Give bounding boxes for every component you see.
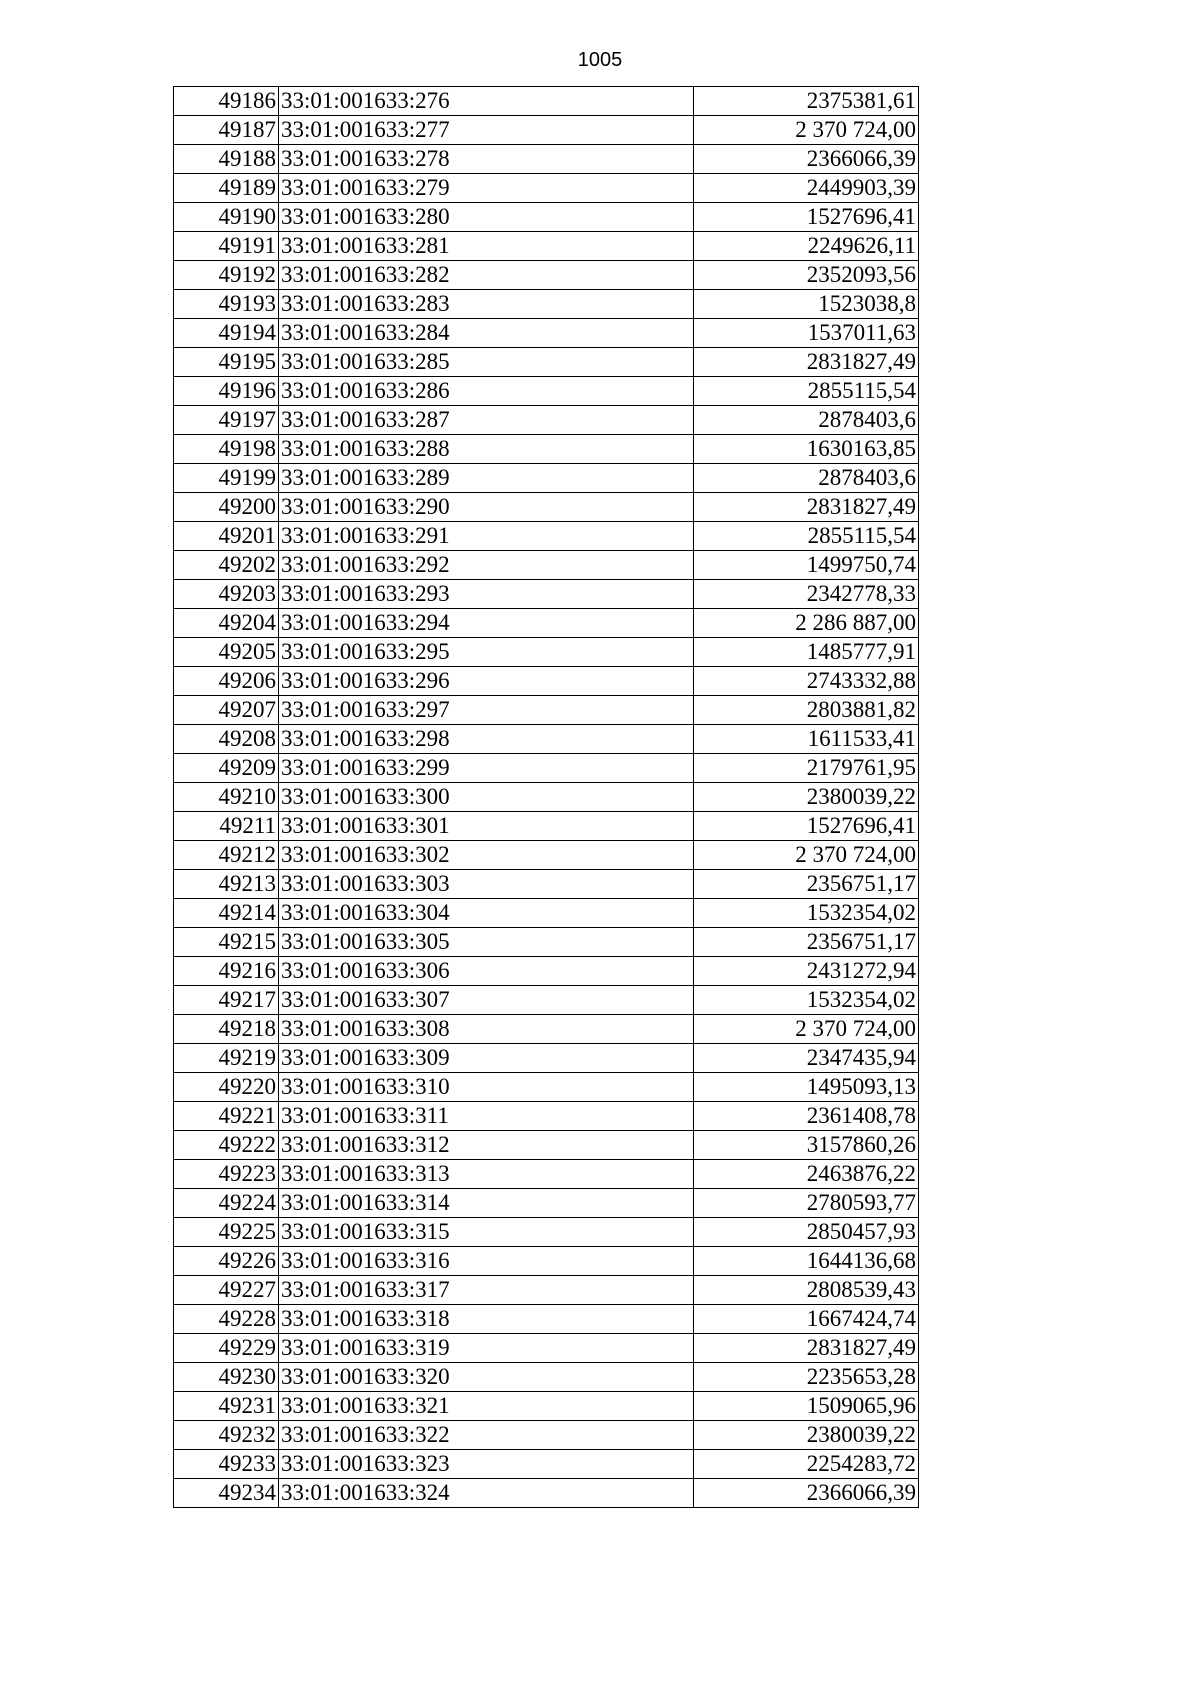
- row-number-cell: 49198: [174, 435, 279, 464]
- row-number-cell: 49208: [174, 725, 279, 754]
- table-row: [174, 261, 919, 290]
- cadastral-value-cell: 1630163,85: [694, 435, 919, 464]
- row-number-cell: 49230: [174, 1363, 279, 1392]
- cadastral-number-cell: 33:01:001633:285: [279, 348, 694, 377]
- table-row: [174, 493, 919, 522]
- cadastral-number-cell: 33:01:001633:286: [279, 377, 694, 406]
- cadastral-value-cell: 1527696,41: [694, 812, 919, 841]
- cadastral-number-cell: 33:01:001633:276: [279, 87, 694, 116]
- table-row: [174, 1044, 919, 1073]
- table-row: [174, 522, 919, 551]
- table-row: [174, 609, 919, 638]
- table-row: [174, 203, 919, 232]
- row-number-cell: 49217: [174, 986, 279, 1015]
- table-row: [174, 1363, 919, 1392]
- table-row: [174, 1218, 919, 1247]
- cadastral-number-cell: 33:01:001633:309: [279, 1044, 694, 1073]
- cadastral-value-cell: 2380039,22: [694, 783, 919, 812]
- row-number-cell: 49228: [174, 1305, 279, 1334]
- cadastral-number-cell: 33:01:001633:295: [279, 638, 694, 667]
- row-number-cell: 49206: [174, 667, 279, 696]
- cadastral-value-cell: 2878403,6: [694, 464, 919, 493]
- cadastral-number-cell: 33:01:001633:305: [279, 928, 694, 957]
- row-number-cell: 49194: [174, 319, 279, 348]
- row-number-cell: 49187: [174, 116, 279, 145]
- row-number-cell: 49227: [174, 1276, 279, 1305]
- table-row: [174, 638, 919, 667]
- cadastral-value-cell: 2380039,22: [694, 1421, 919, 1450]
- cadastral-number-cell: 33:01:001633:311: [279, 1102, 694, 1131]
- table-row: [174, 174, 919, 203]
- cadastral-number-cell: 33:01:001633:304: [279, 899, 694, 928]
- cadastral-value-cell: 2 370 724,00: [694, 1015, 919, 1044]
- cadastral-value-cell: 1644136,68: [694, 1247, 919, 1276]
- table-row: [174, 464, 919, 493]
- row-number-cell: 49216: [174, 957, 279, 986]
- cadastral-number-cell: 33:01:001633:292: [279, 551, 694, 580]
- cadastral-value-cell: 2 370 724,00: [694, 841, 919, 870]
- cadastral-number-cell: 33:01:001633:316: [279, 1247, 694, 1276]
- row-number-cell: 49219: [174, 1044, 279, 1073]
- table-row: [174, 696, 919, 725]
- table-row: [174, 1131, 919, 1160]
- table-row: [174, 87, 919, 116]
- table-row: [174, 116, 919, 145]
- cadastral-number-cell: 33:01:001633:307: [279, 986, 694, 1015]
- row-number-cell: 49192: [174, 261, 279, 290]
- cadastral-value-cell: 1532354,02: [694, 986, 919, 1015]
- row-number-cell: 49209: [174, 754, 279, 783]
- cadastral-value-cell: 2431272,94: [694, 957, 919, 986]
- table-row: [174, 406, 919, 435]
- cadastral-number-cell: 33:01:001633:298: [279, 725, 694, 754]
- row-number-cell: 49203: [174, 580, 279, 609]
- table-row: [174, 899, 919, 928]
- table-row: [174, 145, 919, 174]
- cadastral-number-cell: 33:01:001633:297: [279, 696, 694, 725]
- cadastral-number-cell: 33:01:001633:320: [279, 1363, 694, 1392]
- row-number-cell: 49191: [174, 232, 279, 261]
- cadastral-value-cell: 2463876,22: [694, 1160, 919, 1189]
- row-number-cell: 49205: [174, 638, 279, 667]
- row-number-cell: 49222: [174, 1131, 279, 1160]
- row-number-cell: 49223: [174, 1160, 279, 1189]
- row-number-cell: 49224: [174, 1189, 279, 1218]
- table-row: [174, 1450, 919, 1479]
- cadastral-number-cell: 33:01:001633:281: [279, 232, 694, 261]
- cadastral-value-cell: 1532354,02: [694, 899, 919, 928]
- row-number-cell: 49211: [174, 812, 279, 841]
- cadastral-value-cell: 2356751,17: [694, 928, 919, 957]
- cadastral-number-cell: 33:01:001633:296: [279, 667, 694, 696]
- cadastral-number-cell: 33:01:001633:318: [279, 1305, 694, 1334]
- table-row: [174, 1276, 919, 1305]
- cadastral-value-cell: 2366066,39: [694, 1479, 919, 1508]
- cadastral-number-cell: 33:01:001633:291: [279, 522, 694, 551]
- cadastral-number-cell: 33:01:001633:313: [279, 1160, 694, 1189]
- cadastral-value-cell: 2342778,33: [694, 580, 919, 609]
- table-row: [174, 551, 919, 580]
- cadastral-number-cell: 33:01:001633:300: [279, 783, 694, 812]
- cadastral-number-cell: 33:01:001633:317: [279, 1276, 694, 1305]
- cadastral-value-cell: 2831827,49: [694, 1334, 919, 1363]
- cadastral-value-cell: 1611533,41: [694, 725, 919, 754]
- cadastral-number-cell: 33:01:001633:279: [279, 174, 694, 203]
- cadastral-value-cell: 1537011,63: [694, 319, 919, 348]
- table-row: [174, 957, 919, 986]
- cadastral-value-cell: 2361408,78: [694, 1102, 919, 1131]
- row-number-cell: 49210: [174, 783, 279, 812]
- cadastral-value-cell: 2356751,17: [694, 870, 919, 899]
- row-number-cell: 49231: [174, 1392, 279, 1421]
- row-number-cell: 49196: [174, 377, 279, 406]
- cadastral-value-cell: 2780593,77: [694, 1189, 919, 1218]
- row-number-cell: 49229: [174, 1334, 279, 1363]
- cadastral-number-cell: 33:01:001633:299: [279, 754, 694, 783]
- table-row: [174, 1102, 919, 1131]
- row-number-cell: 49218: [174, 1015, 279, 1044]
- row-number-cell: 49193: [174, 290, 279, 319]
- cadastral-value-cell: 3157860,26: [694, 1131, 919, 1160]
- cadastral-value-cell: 1499750,74: [694, 551, 919, 580]
- table-row: [174, 812, 919, 841]
- cadastral-number-cell: 33:01:001633:283: [279, 290, 694, 319]
- table-row: [174, 783, 919, 812]
- cadastral-value-cell: 2855115,54: [694, 377, 919, 406]
- row-number-cell: 49188: [174, 145, 279, 174]
- table-row: [174, 870, 919, 899]
- cadastral-value-cell: 2235653,28: [694, 1363, 919, 1392]
- cadastral-value-cell: 2352093,56: [694, 261, 919, 290]
- cadastral-number-cell: 33:01:001633:312: [279, 1131, 694, 1160]
- row-number-cell: 49199: [174, 464, 279, 493]
- cadastral-number-cell: 33:01:001633:321: [279, 1392, 694, 1421]
- cadastral-value-cell: 2179761,95: [694, 754, 919, 783]
- cadastral-number-cell: 33:01:001633:302: [279, 841, 694, 870]
- cadastral-value-cell: 2375381,61: [694, 87, 919, 116]
- cadastral-number-cell: 33:01:001633:289: [279, 464, 694, 493]
- table-row: [174, 754, 919, 783]
- row-number-cell: 49214: [174, 899, 279, 928]
- row-number-cell: 49201: [174, 522, 279, 551]
- row-number-cell: 49189: [174, 174, 279, 203]
- table-row: [174, 290, 919, 319]
- table-row: [174, 1189, 919, 1218]
- row-number-cell: 49233: [174, 1450, 279, 1479]
- table-row: [174, 986, 919, 1015]
- cadastral-number-cell: 33:01:001633:288: [279, 435, 694, 464]
- cadastral-number-cell: 33:01:001633:306: [279, 957, 694, 986]
- table-row: [174, 319, 919, 348]
- cadastral-value-cell: 2743332,88: [694, 667, 919, 696]
- table-row: [174, 725, 919, 754]
- cadastral-value-cell: 2366066,39: [694, 145, 919, 174]
- cadastral-value-cell: 2803881,82: [694, 696, 919, 725]
- row-number-cell: 49202: [174, 551, 279, 580]
- row-number-cell: 49212: [174, 841, 279, 870]
- cadastral-value-cell: 1527696,41: [694, 203, 919, 232]
- table-row: [174, 1160, 919, 1189]
- cadastral-value-cell: 2855115,54: [694, 522, 919, 551]
- row-number-cell: 49195: [174, 348, 279, 377]
- cadastral-value-cell: 2850457,93: [694, 1218, 919, 1247]
- cadastral-number-cell: 33:01:001633:277: [279, 116, 694, 145]
- row-number-cell: 49213: [174, 870, 279, 899]
- row-number-cell: 49221: [174, 1102, 279, 1131]
- row-number-cell: 49207: [174, 696, 279, 725]
- cadastral-value-cell: 2 286 887,00: [694, 609, 919, 638]
- cadastral-number-cell: 33:01:001633:319: [279, 1334, 694, 1363]
- cadastral-number-cell: 33:01:001633:278: [279, 145, 694, 174]
- row-number-cell: 49225: [174, 1218, 279, 1247]
- cadastral-number-cell: 33:01:001633:282: [279, 261, 694, 290]
- table-row: [174, 928, 919, 957]
- page-number: 1005: [577, 49, 623, 71]
- table-row: [174, 841, 919, 870]
- cadastral-number-cell: 33:01:001633:303: [279, 870, 694, 899]
- cadastral-number-cell: 33:01:001633:301: [279, 812, 694, 841]
- table-row: [174, 580, 919, 609]
- table-row: [174, 1479, 919, 1508]
- cadastral-number-cell: 33:01:001633:324: [279, 1479, 694, 1508]
- cadastral-value-cell: 2 370 724,00: [694, 116, 919, 145]
- table-row: [174, 667, 919, 696]
- cadastral-number-cell: 33:01:001633:310: [279, 1073, 694, 1102]
- row-number-cell: 49200: [174, 493, 279, 522]
- row-number-cell: 49215: [174, 928, 279, 957]
- row-number-cell: 49197: [174, 406, 279, 435]
- cadastral-value-cell: 2831827,49: [694, 493, 919, 522]
- row-number-cell: 49186: [174, 87, 279, 116]
- cadastral-number-cell: 33:01:001633:294: [279, 609, 694, 638]
- cadastral-number-cell: 33:01:001633:322: [279, 1421, 694, 1450]
- table-row: [174, 1334, 919, 1363]
- cadastral-value-cell: 2449903,39: [694, 174, 919, 203]
- cadastral-value-cell: 1523038,8: [694, 290, 919, 319]
- cadastral-number-cell: 33:01:001633:290: [279, 493, 694, 522]
- table-row: [174, 1015, 919, 1044]
- cadastral-value-cell: 1495093,13: [694, 1073, 919, 1102]
- cadastral-value-cell: 2808539,43: [694, 1276, 919, 1305]
- row-number-cell: 49234: [174, 1479, 279, 1508]
- cadastral-value-cell: 2249626,11: [694, 232, 919, 261]
- cadastral-number-cell: 33:01:001633:314: [279, 1189, 694, 1218]
- cadastral-value-cell: 2831827,49: [694, 348, 919, 377]
- cadastral-value-cell: 2254283,72: [694, 1450, 919, 1479]
- cadastral-number-cell: 33:01:001633:308: [279, 1015, 694, 1044]
- table-row: [174, 1073, 919, 1102]
- cadastral-value-cell: 2347435,94: [694, 1044, 919, 1073]
- table-row: [174, 435, 919, 464]
- cadastral-number-cell: 33:01:001633:284: [279, 319, 694, 348]
- table-row: [174, 232, 919, 261]
- table-row: [174, 377, 919, 406]
- table-row: [174, 1305, 919, 1334]
- cadastral-number-cell: 33:01:001633:287: [279, 406, 694, 435]
- row-number-cell: 49232: [174, 1421, 279, 1450]
- table-row: [174, 1421, 919, 1450]
- cadastral-value-cell: 2878403,6: [694, 406, 919, 435]
- table-row: [174, 1247, 919, 1276]
- table-body: [174, 87, 919, 1508]
- row-number-cell: 49220: [174, 1073, 279, 1102]
- cadastral-value-cell: 1667424,74: [694, 1305, 919, 1334]
- cadastral-number-cell: 33:01:001633:280: [279, 203, 694, 232]
- cadastral-number-cell: 33:01:001633:315: [279, 1218, 694, 1247]
- cadastral-value-table: [173, 86, 919, 1508]
- cadastral-value-cell: 1509065,96: [694, 1392, 919, 1421]
- cadastral-number-cell: 33:01:001633:293: [279, 580, 694, 609]
- row-number-cell: 49204: [174, 609, 279, 638]
- row-number-cell: 49190: [174, 203, 279, 232]
- cadastral-value-cell: 1485777,91: [694, 638, 919, 667]
- row-number-cell: 49226: [174, 1247, 279, 1276]
- table-row: [174, 1392, 919, 1421]
- table-row: [174, 348, 919, 377]
- cadastral-number-cell: 33:01:001633:323: [279, 1450, 694, 1479]
